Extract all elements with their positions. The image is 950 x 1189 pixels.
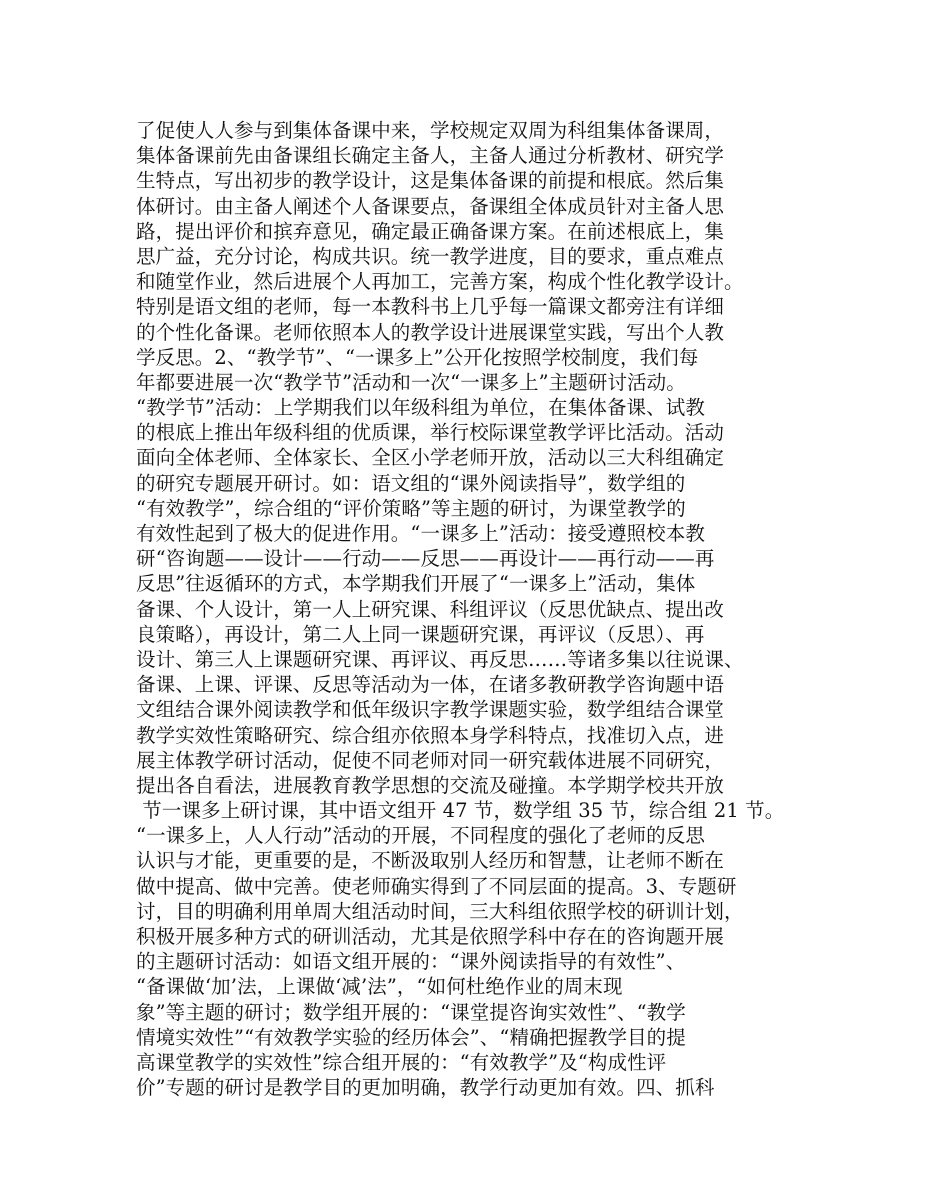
text-line: 有效性起到了极大的促进作用。“一课多上”活动：接受遵照校本教 <box>136 522 705 545</box>
text-line: 备课、个人设计，第一人上研究课、科组评议（反思优缺点、提出改 <box>136 597 725 621</box>
text-line: 高课堂教学的实效性”综合组开展的：“有效教学”及“构成性评 <box>136 1050 667 1074</box>
text-line: 路，提出评价和摈弃意见，确定最正确备课方案。在前述根底上，集 <box>136 219 725 243</box>
text-line: 节一课多上研讨课，其中语文组开 47 节，数学组 35 节，综合组 21 节。 <box>136 799 785 823</box>
text-line: 讨，目的明确利用单周大组活动时间，三大科组依照学校的研训计划， <box>136 899 744 923</box>
text-line: 的研究专题展开研讨。如：语文组的“课外阅读指导”，数学组的 <box>136 471 686 495</box>
text-line: 思广益，充分讨论，构成共识。统一教学进度，目的要求，重点难点 <box>136 244 725 268</box>
text-line: 体研讨。由主备人阐述个人备课要点，备课组全体成员针对主备人思 <box>136 194 725 218</box>
text-line: 集体备课前先由备课组长确定主备人，主备人通过分析教材、研究学 <box>136 144 725 168</box>
text-line: 备课、上课、评课、反思等活动为一体，在诸多教研教学咨询题中语 <box>136 673 725 697</box>
body-text <box>136 118 826 1100</box>
text-line: “一课多上，人人行动”活动的开展，不同程度的强化了老师的反思 <box>136 824 705 848</box>
text-line: 生特点，写出初步的教学设计，这是集体备课的前提和根底。然后集 <box>136 169 725 193</box>
text-line: 展主体教学研讨活动，促使不同老师对同一研究载体进展不同研究， <box>136 748 725 772</box>
text-line: 教学实效性策略研究、综合组亦依照本身学科特点，找准切入点，进 <box>136 723 725 747</box>
text-line: 提出各自看法，进展教育教学思想的交流及碰撞。本学期学校共开放 <box>136 773 725 797</box>
text-line: 象”等主题的研讨；数学组开展的：“课堂提咨询实效性”、“教学 <box>136 1000 686 1024</box>
text-line: 良策略），再设计，第二人上同一课题研究课，再评议（反思）、再 <box>136 622 705 646</box>
text-line: “有效教学”，综合组的“评价策略”等主题的研讨，为课堂教学的 <box>136 496 686 520</box>
text-line: 的个性化备课。老师依照本人的教学设计进展课堂实践，写出个人教 <box>136 320 725 344</box>
text-line: 的根底上推出年级科组的优质课，举行校际课堂教学评比活动。活动 <box>136 421 725 445</box>
text-line: 学反思。2、“教学节”、“一课多上”公开化按照学校制度，我们每 <box>136 345 699 369</box>
text-line: 设计、第三人上课题研究课、再评议、再反思……等诸多集以往说课、 <box>136 647 744 671</box>
text-line: 做中提高、做中完善。使老师确实得到了不同层面的提高。3、专题研 <box>136 874 737 898</box>
text-line: 面向全体老师、全体家长、全区小学老师开放，活动以三大科组确定 <box>136 446 725 470</box>
text-line: 研“咨询题——设计——行动——反思——再设计——再行动——再 <box>136 547 715 571</box>
text-line: 年都要进展一次“教学节”活动和一次“一课多上”主题研讨活动。 <box>136 370 686 394</box>
text-line: 情境实效性”“有效教学实验的经历体会”、“精确把握教学目的提 <box>136 1025 686 1049</box>
text-line: 积极开展多种方式的研训活动，尤其是依照学科中存在的咨询题开展 <box>136 925 725 948</box>
text-line: 反思”往返循环的方式，本学期我们开展了“一课多上”活动，集体 <box>136 572 696 596</box>
text-line: “备课做‘加’法，上课做‘减’法”，“如何杜绝作业的周末现 <box>136 975 623 999</box>
text-line: 价”专题的研讨是教学目的更加明确，教学行动更加有效。四、抓科 <box>136 1076 715 1100</box>
text-line: 文组结合课外阅读教学和低年级识字教学课题实验，数学组结合课堂 <box>136 698 725 722</box>
text-line: 了促使人人参与到集体备课中来，学校规定双周为科组集体备课周， <box>136 119 725 142</box>
text-line: 和随堂作业，然后进展个人再加工，完善方案，构成个性化教学设计。 <box>136 270 744 294</box>
text-line: 的主题研讨活动：如语文组开展的：“课外阅读指导的有效性”、 <box>136 950 686 974</box>
text-line: “教学节”活动：上学期我们以年级科组为单位，在集体备课、试教 <box>136 396 705 420</box>
text-line: 特别是语文组的老师，每一本教科书上几乎每一篇课文都旁注有详细 <box>136 295 725 319</box>
text-line: 认识与才能，更重要的是，不断汲取别人经历和智慧，让老师不断在 <box>136 849 725 873</box>
